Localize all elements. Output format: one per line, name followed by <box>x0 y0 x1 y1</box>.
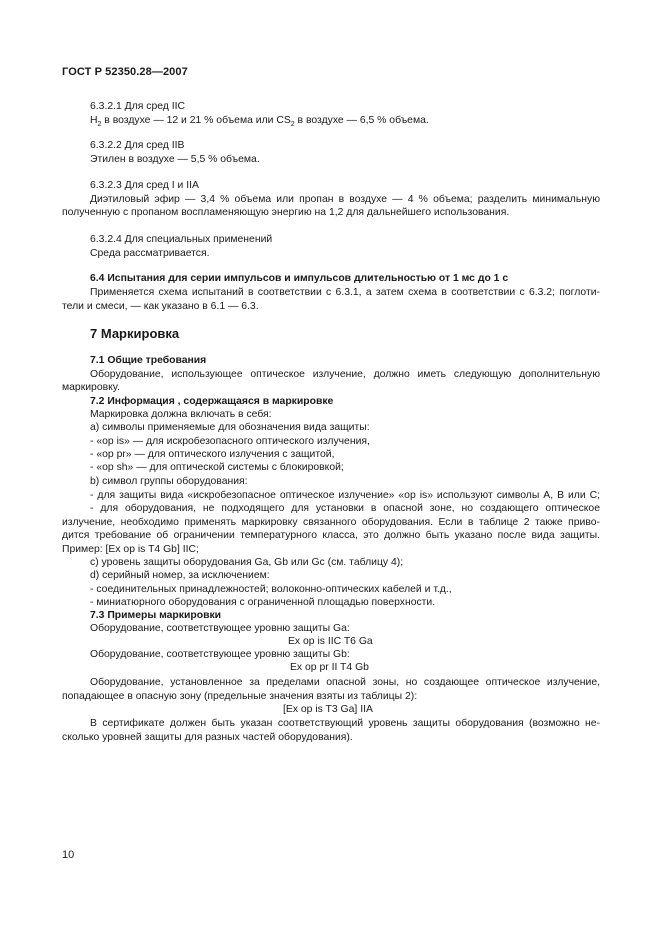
list-item: - «op is» — для искробезопасного оптического излучения, <box>90 436 370 447</box>
section-6-3-2-3-line1: Диэтиловый эфир — 3,4 % объема или пропан в воздухе — 4 % объема; разделить минимальную <box>90 194 600 205</box>
certificate-line1: В сертификате должен быть указан соответствующий уровень защиты оборудования (возможно не- <box>90 718 600 729</box>
section-6-4-line1: Применяется схема испытаний в соответствии с 6.3.1, а затем схема в соответствии с 6.3.2; поглоти- <box>90 287 600 298</box>
list-item-continuation: Пример: [Ex op is T4 Gb] IIC; <box>62 544 199 555</box>
section-6-3-2-3-line2: полученную с пропаном воспламеняющую энергию на 1,2 для дальнейшего использования. <box>62 207 510 218</box>
example-2-text: Оборудование, соответствующее уровню защиты Gb: <box>90 649 350 660</box>
list-item: - миниатюрного оборудования с ограниченной площадью поверхности. <box>90 597 436 608</box>
example-3-line1: Оборудование, установленное за пределами опасной зоны, но создающее оптическое излучение, <box>90 677 600 688</box>
section-6-3-2-1-title: 6.3.2.1 Для сред IIC <box>90 101 186 112</box>
section-7-1-line2: маркировку. <box>62 382 120 393</box>
section-7-1-line1: Оборудование, использующее оптическое излучение, должно иметь следующую дополнительную <box>90 369 600 380</box>
section-6-3-2-4-text: Среда рассматривается. <box>90 248 210 259</box>
example-1-marking: Ex op is IIC T6 Ga <box>288 636 373 647</box>
section-6-3-2-2-title: 6.3.2.2 Для сред IIB <box>90 140 185 151</box>
section-6-3-2-1-text: $H_2$ в воздухе — 12 и 21 % объема или $CS_2$ в воздухе — 6,5 % объема. <box>90 115 429 129</box>
list-item: d) серийный номер, за исключением: <box>90 570 270 581</box>
section-6-3-2-4-title: 6.3.2.4 Для специальных применений <box>90 234 273 245</box>
list-item: - «op pr» — для оптического излучения с защитой, <box>90 449 335 460</box>
list-item: с) уровень защиты оборудования Ga, Gb или Gc (см. таблицу 4); <box>90 557 404 568</box>
example-3-marking: [Ex op is T3 Ga] IIA <box>283 704 373 715</box>
list-item-continuation: дится требование об ограничении температурного класса, это должно быть указано после вида защиты. <box>62 530 600 541</box>
section-7-heading: 7 Маркировка <box>90 326 180 341</box>
example-2-marking: Ex op pr II T4 Gb <box>290 662 369 673</box>
section-6-3-2-3-title: 6.3.2.3 Для сред I и IIA <box>90 180 199 191</box>
section-6-4-title: 6.4 Испытания для серии импульсов и импульсов длительностью от 1 мс до 1 с <box>90 273 509 284</box>
certificate-line2: сколько уровней защиты для разных частей оборудования). <box>62 732 353 743</box>
section-7-2-title: 7.2 Информация , содержащаяся в маркировке <box>90 396 334 407</box>
example-1-text: Оборудование, соответствующее уровню защиты Ga: <box>90 623 350 634</box>
list-item: Маркировка должна включать в себя: <box>90 409 272 420</box>
document-header: ГОСТ Р 52350.28—2007 <box>62 66 188 78</box>
list-item: а) символы применяемые для обозначения вида защиты: <box>90 422 370 433</box>
list-item: b) символ группы оборудования: <box>90 476 248 487</box>
list-item: - соединительных принадлежностей; волоконно-оптических кабелей и т.д., <box>90 584 452 595</box>
list-item-continuation: излучение, необходимо применять маркировку связанного оборудования. Если в таблице 2 также приво- <box>62 517 600 528</box>
list-item: - для оборудования, не подходящего для установки в опасной зоне, но создающего оптическое <box>90 503 600 514</box>
example-3-line2: попадающее в опасную зону (предельные значения взяты из таблицы 2): <box>62 691 418 702</box>
list-item: - для защиты вида «искробезопасное оптическое излучение» «op is» используют символы А, В или С; <box>90 490 600 501</box>
section-6-3-2-2-text: Этилен в воздухе — 5,5 % объема. <box>90 154 260 165</box>
section-6-4-line2: тели и смеси, — как указано в 6.1 — 6.3. <box>62 301 259 312</box>
page-number: 10 <box>62 849 75 861</box>
section-7-3-title: 7.3 Примеры маркировки <box>90 610 222 621</box>
section-7-1-title: 7.1 Общие требования <box>90 355 207 366</box>
list-item: - «op sh» — для оптической системы с блокировкой; <box>90 462 344 473</box>
